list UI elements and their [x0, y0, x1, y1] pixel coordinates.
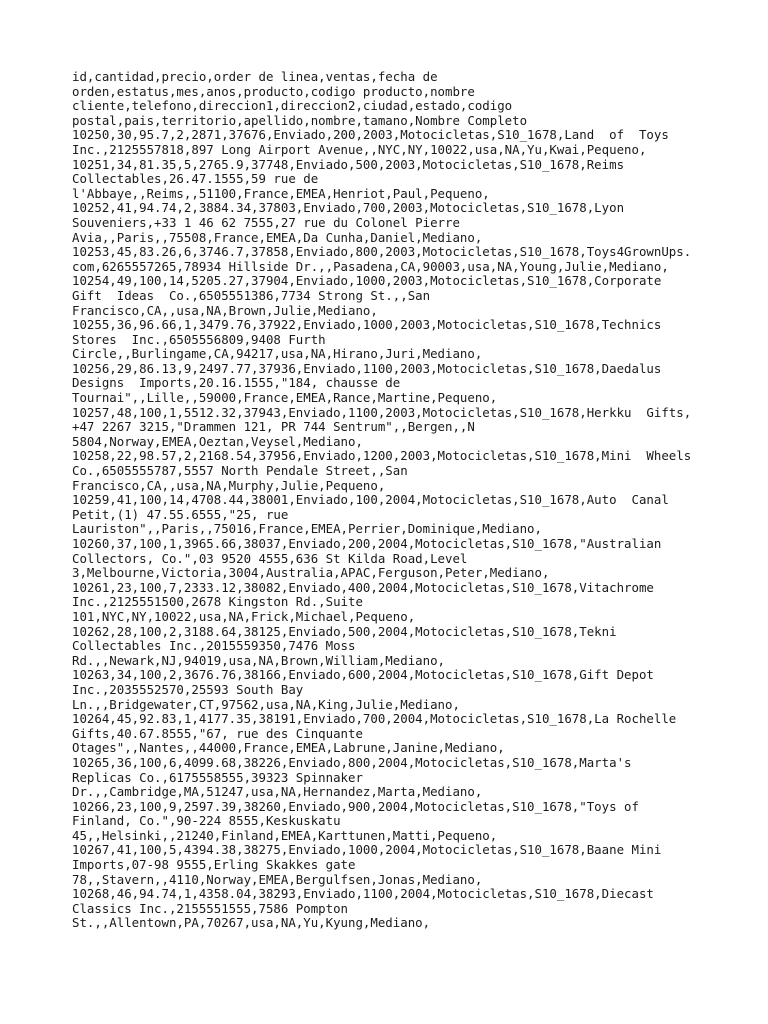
text-line: Finland, Co.",90-224 8555,Keskuskatu — [72, 813, 341, 829]
text-line: 10254,49,100,14,5205.27,37904,Enviado,1000,2003,Motocicletas,S10_1678,Corporate — [72, 273, 662, 289]
text-line: Inc.,2035552570,25593 South Bay — [72, 681, 304, 697]
text-line: 10250,30,95.7,2,2871,37676,Enviado,200,2003,Motocicletas,S10_1678,Land of Toys — [72, 127, 669, 143]
text-line: Stores Inc.,6505556809,9408 Furth — [72, 331, 326, 347]
text-line: 10252,41,94.74,2,3884.34,37803,Enviado,700,2003,Motocicletas,S10_1678,Lyon — [72, 200, 625, 216]
text-line: Designs Imports,20.16.1555,"184, chausse de — [72, 375, 401, 391]
text-line: St.,,Allentown,PA,70267,usa,NA,Yu,Kyung,Mediano, — [72, 915, 431, 931]
text-line: Inc.,2125551500,2678 Kingston Rd.,Suite — [72, 594, 363, 610]
text-line: Collectables Inc.,2015559350,7476 Moss — [72, 638, 356, 654]
text-line: Inc.,2125557818,897 Long Airport Avenue,,NYC,NY,10022,usa,NA,Yu,Kwai,Pequeno, — [72, 141, 647, 157]
text-line: 10255,36,96.66,1,3479.76,37922,Enviado,1000,2003,Motocicletas,S10_1678,Technics — [72, 317, 662, 333]
text-line: l'Abbaye,,Reims,,51100,France,EMEA,Henriot,Paul,Pequeno, — [72, 185, 490, 201]
text-line: Francisco,CA,,usa,NA,Murphy,Julie,Pequeno, — [72, 477, 386, 493]
text-line: 10268,46,94.74,1,4358.04,38293,Enviado,1100,2004,Motocicletas,S10_1678,Diecast — [72, 886, 654, 902]
text-line: 10258,22,98.57,2,2168.54,37956,Enviado,1200,2003,Motocicletas,S10_1678,Mini Wheels — [72, 448, 692, 464]
text-line: Gifts,40.67.8555,"67, rue des Cinquante — [72, 725, 363, 741]
text-line: 10260,37,100,1,3965.66,38037,Enviado,200,2004,Motocicletas,S10_1678,"Australian — [72, 536, 662, 551]
text-line: 10265,36,100,6,4099.68,38226,Enviado,800,2004,Motocicletas,S10_1678,Marta's — [72, 754, 632, 770]
text-line: Gift Ideas Co.,6505551386,7734 Strong St.,,San — [72, 287, 431, 303]
text-line: Petit,(1) 47.55.6555,"25, rue — [72, 506, 289, 522]
csv-text-body — [72, 70, 712, 931]
text-line: 78,,Stavern,,4110,Norway,EMEA,Bergulfsen,Jonas,Mediano, — [72, 871, 483, 887]
text-line: Circle,,Burlingame,CA,94217,usa,NA,Hirano,Juri,Mediano, — [72, 346, 483, 362]
text-line: Otages",,Nantes,,44000,France,EMEA,Labrune,Janine,Mediano, — [72, 740, 505, 756]
text-line: 10261,23,100,7,2333.12,38082,Enviado,400,2004,Motocicletas,S10_1678,Vitachrome — [72, 579, 654, 595]
text-line: Lauriston",,Paris,,75016,France,EMEA,Perrier,Dominique,Mediano, — [72, 521, 542, 537]
text-line: 101,NYC,NY,10022,usa,NA,Frick,Michael,Pequeno, — [72, 608, 416, 624]
text-line: Francisco,CA,,usa,NA,Brown,Julie,Mediano, — [72, 302, 378, 318]
text-line: postal,pais,territorio,apellido,nombre,tamano,Nombre Completo — [72, 112, 528, 128]
text-line: 10263,34,100,2,3676.76,38166,Enviado,600,2004,Motocicletas,S10_1678,Gift Depot — [72, 667, 654, 683]
text-line: Imports,07-98 9555,Erling Skakkes gate — [72, 857, 356, 873]
text-line: 10253,45,83.26,6,3746.7,37858,Enviado,800,2003,Motocicletas,S10_1678,Toys4GrownUps. — [72, 244, 692, 260]
text-line: +47 2267 3215,"Drammen 121, PR 744 Sentrum",,Bergen,,N — [72, 419, 475, 435]
text-line: 10266,23,100,9,2597.39,38260,Enviado,900,2004,Motocicletas,S10_1678,"Toys of — [72, 798, 639, 814]
text-line: Collectors, Co.",03 9520 4555,636 St Kilda Road,Level — [72, 550, 468, 566]
text-line: Souveniers,+33 1 46 62 7555,27 rue du Colonel Pierre — [72, 214, 460, 230]
text-line: Dr.,,Cambridge,MA,51247,usa,NA,Hernandez,Marta,Mediano, — [72, 784, 483, 800]
text-line: Collectables,26.47.1555,59 rue de — [72, 171, 319, 187]
text-line: orden,estatus,mes,anos,producto,codigo producto,nombre — [72, 83, 475, 99]
text-line: Avia,,Paris,,75508,France,EMEA,Da Cunha,Daniel,Mediano, — [72, 229, 483, 245]
text-line: 10267,41,100,5,4394.38,38275,Enviado,1000,2004,Motocicletas,S10_1678,Baane Mini — [72, 842, 662, 858]
text-line: 45,,Helsinki,,21240,Finland,EMEA,Karttunen,Matti,Pequeno, — [72, 827, 498, 843]
text-line: 3,Melbourne,Victoria,3004,Australia,APAC,Ferguson,Peter,Mediano, — [72, 565, 550, 581]
text-line: Tournai",,Lille,,59000,France,EMEA,Rance,Martine,Pequeno, — [72, 390, 498, 406]
text-line: 5804,Norway,EMEA,Oeztan,Veysel,Mediano, — [72, 433, 363, 449]
text-line: 10256,29,86.13,9,2497.77,37936,Enviado,1100,2003,Motocicletas,S10_1678,Daedalus — [72, 360, 662, 376]
text-line: cliente,telefono,direccion1,direccion2,ciudad,estado,codigo — [72, 98, 513, 114]
text-line: Classics Inc.,2155551555,7586 Pompton — [72, 900, 349, 916]
text-line: 10251,34,81.35,5,2765.9,37748,Enviado,500,2003,Motocicletas,S10_1678,Reims — [72, 156, 625, 172]
text-line: com,6265557265,78934 Hillside Dr.,,Pasadena,CA,90003,usa,NA,Young,Julie,Mediano, — [72, 258, 669, 274]
text-line: 10262,28,100,2,3188.64,38125,Enviado,500,2004,Motocicletas,S10_1678,Tekni — [72, 623, 617, 639]
text-line: Co.,6505555787,5557 North Pendale Street,,San — [72, 463, 408, 479]
text-line: Replicas Co.,6175558555,39323 Spinnaker — [72, 769, 363, 785]
text-line: id,cantidad,precio,order de linea,ventas,fecha de — [72, 69, 438, 84]
text-line: Ln.,,Bridgewater,CT,97562,usa,NA,King,Julie,Mediano, — [72, 696, 460, 712]
text-line: 10259,41,100,14,4708.44,38001,Enviado,100,2004,Motocicletas,S10_1678,Auto Canal — [72, 492, 669, 508]
text-line: Rd.,,Newark,NJ,94019,usa,NA,Brown,William,Mediano, — [72, 652, 445, 668]
document-page — [72, 70, 712, 931]
text-line: 10257,48,100,1,5512.32,37943,Enviado,1100,2003,Motocicletas,S10_1678,Herkku Gifts, — [72, 404, 692, 420]
text-line: 10264,45,92.83,1,4177.35,38191,Enviado,700,2004,Motocicletas,S10_1678,La Rochelle — [72, 711, 677, 727]
